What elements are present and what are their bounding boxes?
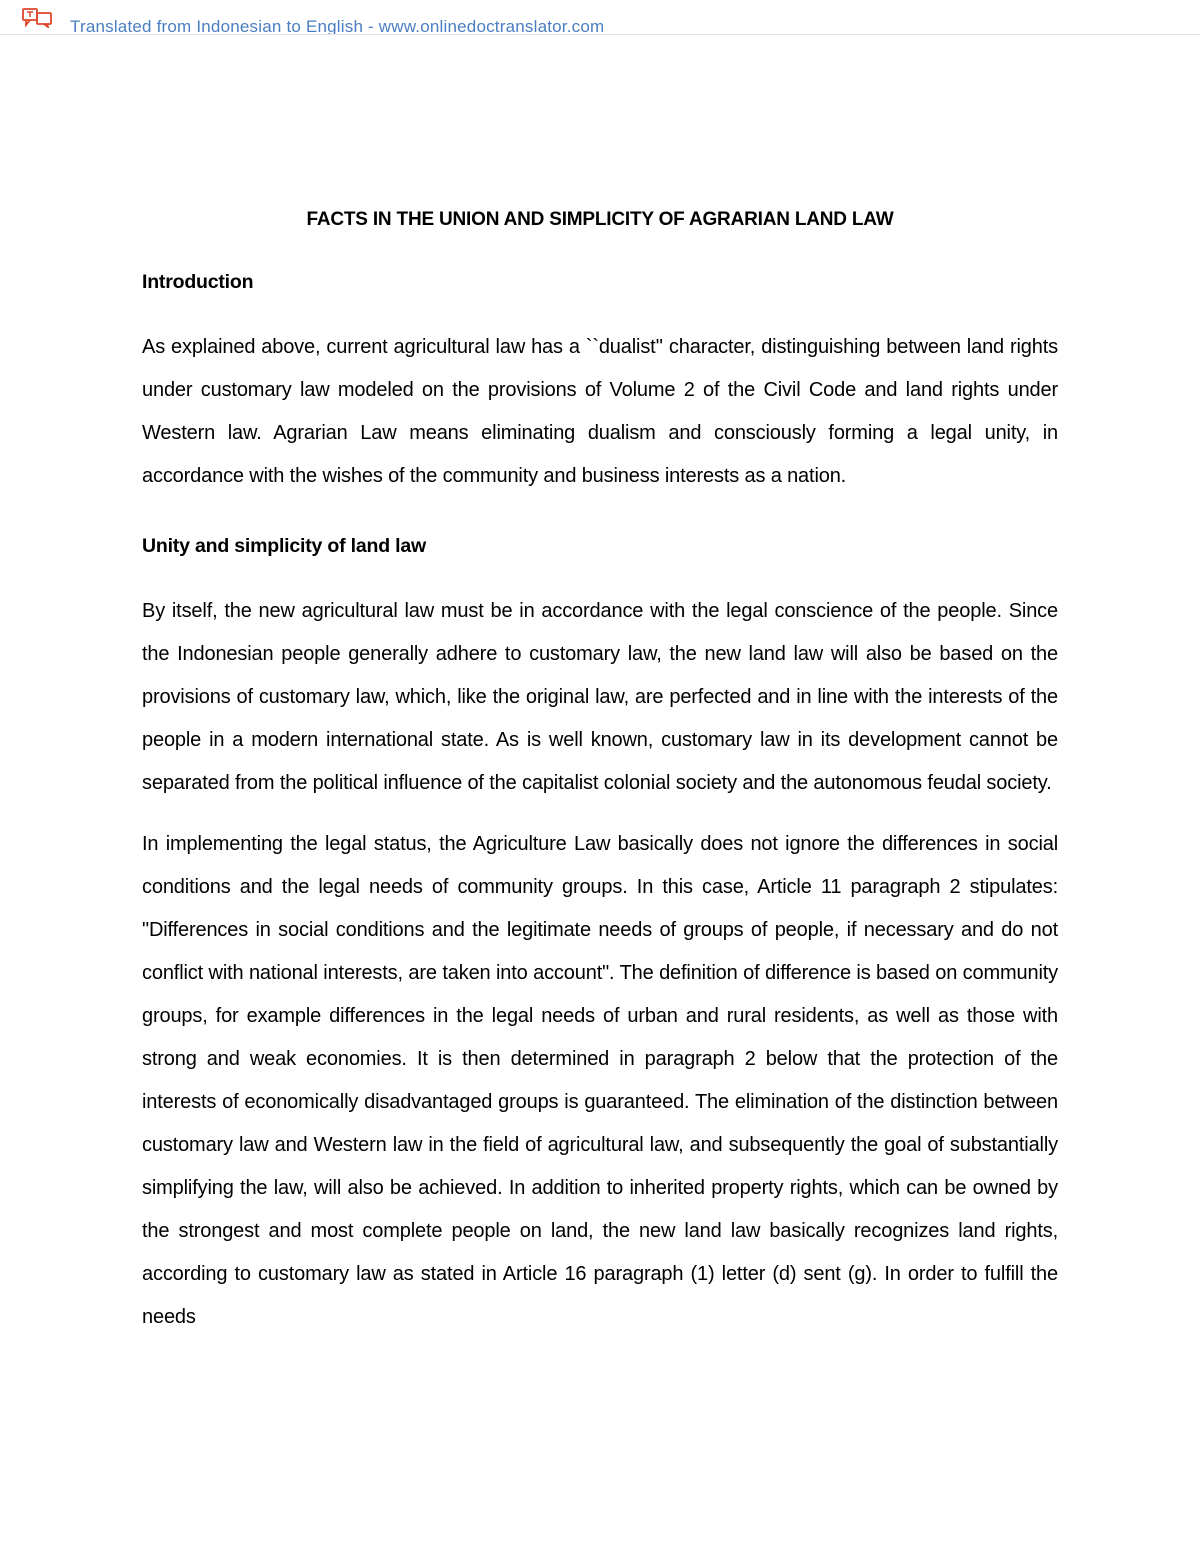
paragraph-introduction: As explained above, current agricultural law has a ``dualist'' character, distinguishing between land rights under customary law modeled on the provisions of Volume 2 of the Civil Code and land rights under Western law. Agrarian Law means eliminating dualism and consciously forming a legal unity, in accordance with the wishes of the community and business interests as a nation.	[142, 336, 1058, 487]
translator-logo-icon	[22, 6, 54, 28]
banner-text: Translated from Indonesian to English - www.onlinedoctranslator.com	[70, 17, 605, 35]
paragraph-unity-2: In implementing the legal status, the Agriculture Law basically does not ignore the differences in social conditions and the legal needs of community groups. In this case, Article 11 paragraph 2 stipulates: "Differences in social conditions and the legitimate needs of groups of people, if necessary and do not conflict with national interests, are taken into account". The definition of difference is based on community groups, for example differences in the legal needs of urban and rural residents, as well as those with strong and weak economies. It is then determined in paragraph 2 below that the protection of the interests of economically disadvantaged groups is guaranteed. The elimination of the distinction between customary law and Western law in the field of agricultural law, and subsequently the goal of substantially simplifying the law, will also be achieved. In addition to inherited property rights, which can be owned by the strongest and most complete people on land, the new land law basically recognizes land rights, according to customary law as stated in Article 16 paragraph (1) letter (d) sent (g). In order to fulfill the needs	[142, 833, 1058, 1328]
section-heading-introduction: Introduction	[142, 271, 254, 293]
paragraph-unity-1: By itself, the new agricultural law must be in accordance with the legal conscience of the people. Since the Indonesian people generally adhere to customary law, the new land law will also be based on the provisions of customary law, which, like the original law, are perfected and in line with the interests of the people in a modern international state. As is well known, customary law in its development cannot be separated from the political influence of the capitalist colonial society and the autonomous feudal society.	[142, 600, 1058, 794]
document-title: FACTS IN THE UNION AND SIMPLICITY OF AGRARIAN LAND LAW	[306, 209, 894, 230]
translation-banner	[0, 0, 1200, 35]
section-heading-unity: Unity and simplicity of land law	[142, 535, 426, 557]
document-page	[142, 206, 1058, 1339]
